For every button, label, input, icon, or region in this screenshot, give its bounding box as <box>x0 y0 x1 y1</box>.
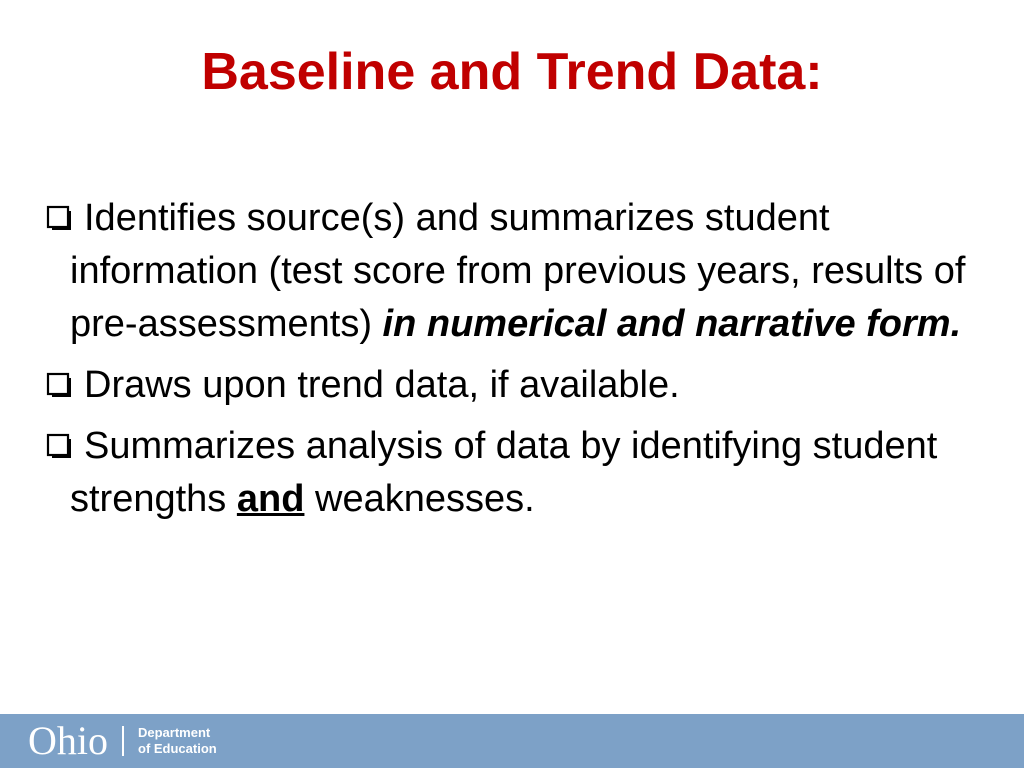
logo-divider <box>122 726 124 756</box>
bullet-text: Identifies source(s) and summarizes student information (test score from previous years, results of pre-assessments) in numerical and narrative form. <box>70 197 966 345</box>
department-name: Department of Education <box>138 725 217 756</box>
checkbox-square-icon <box>46 372 74 400</box>
bullet-emphasis: and <box>236 478 305 520</box>
bullet-item <box>44 192 994 351</box>
slide-title: Baseline and Trend Data: <box>201 43 823 101</box>
ohio-wordmark: Ohio <box>28 718 108 763</box>
footer-bar <box>0 714 1024 768</box>
checkbox-square-icon <box>46 205 74 233</box>
bullet-list <box>44 192 994 534</box>
bullet-item <box>44 359 994 412</box>
bullet-item <box>44 420 994 526</box>
bullet-text: Summarizes analysis of data by identifying student strengths and weaknesses. <box>70 425 938 520</box>
bullet-text: Draws upon trend data, if available. <box>84 364 680 406</box>
bullet-emphasis: in numerical and narrative form <box>382 303 951 345</box>
ohio-department-logo <box>28 720 217 762</box>
checkbox-square-icon <box>46 433 74 461</box>
